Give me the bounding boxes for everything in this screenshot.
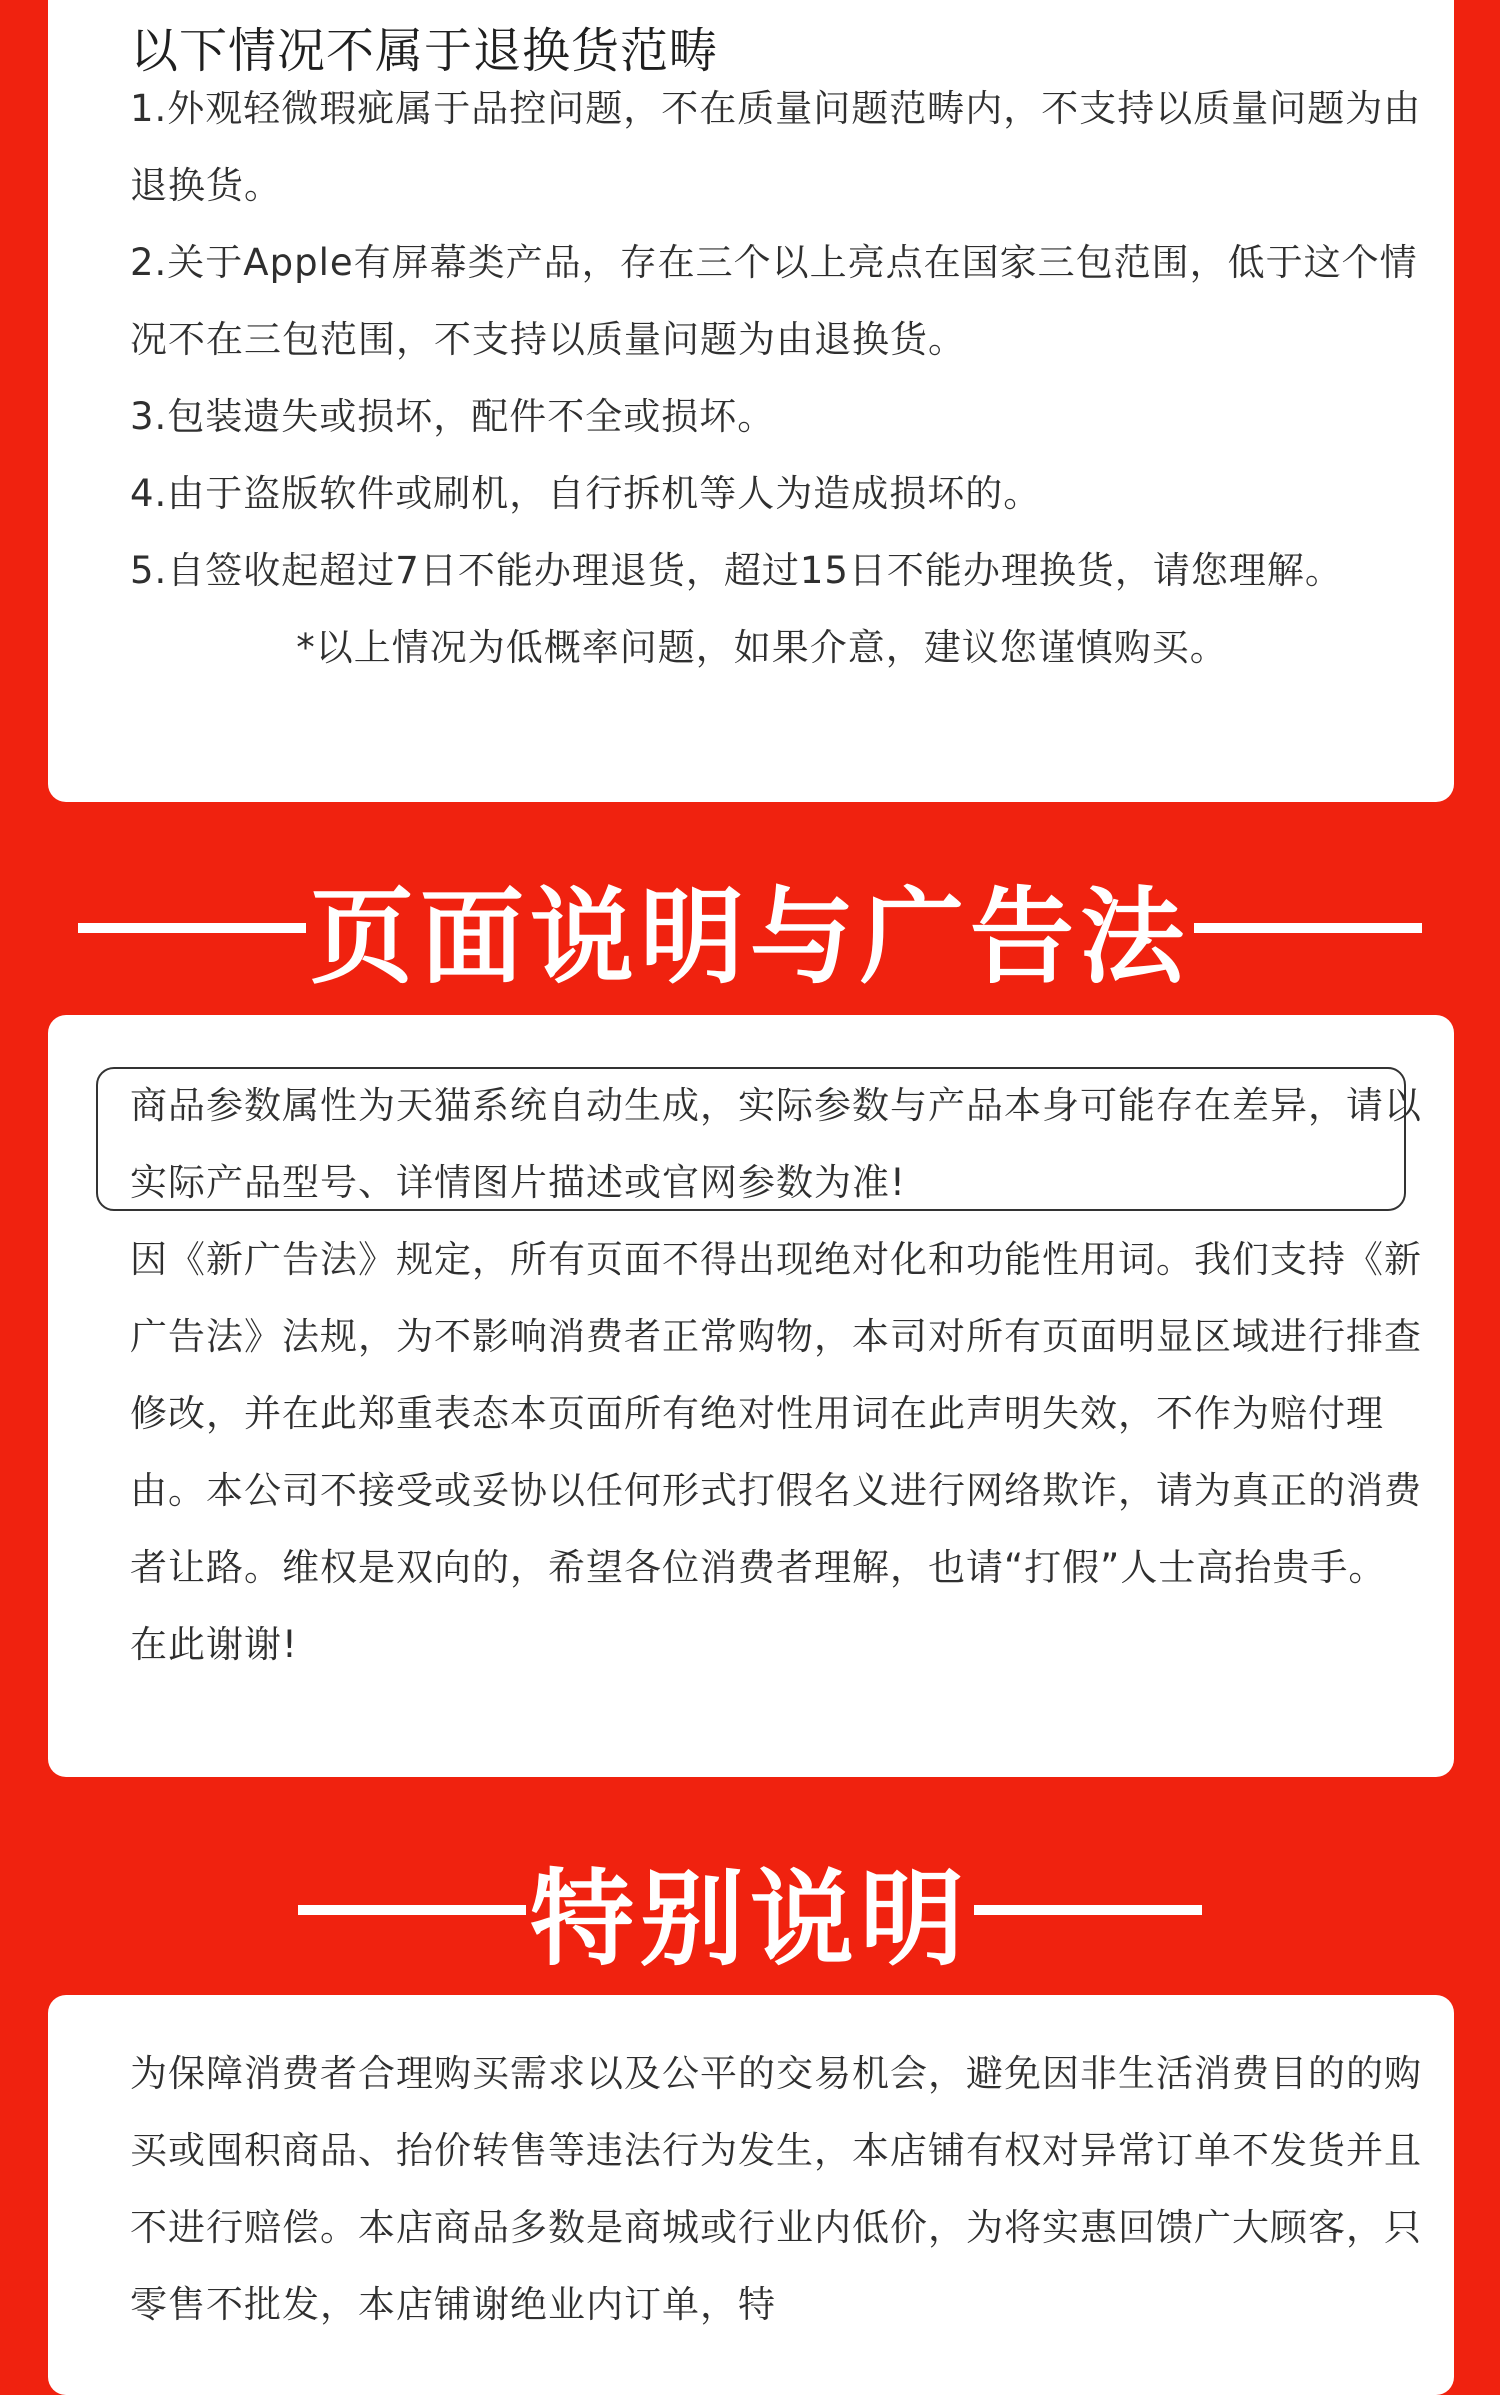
banner-rule-left xyxy=(78,923,306,933)
ad-law-body xyxy=(130,1221,1424,1683)
ad-law-card xyxy=(48,1015,1454,1777)
special-notice-banner-title: 特别说明 xyxy=(529,1858,970,1980)
returns-item-5: 5.自签收起超过7日不能办理退货，超过15日不能办理换货，请您理解。 xyxy=(130,549,1343,592)
returns-list xyxy=(130,70,1424,686)
returns-item-4: 4.由于盗版软件或刷机，自行拆机等人为造成损坏的。 xyxy=(130,472,1042,515)
returns-policy-card xyxy=(48,0,1454,802)
banner-rule-left xyxy=(298,1905,526,1915)
returns-heading: 以下情况不属于退换货范畴 xyxy=(130,23,719,79)
special-notice-card xyxy=(48,1995,1454,2395)
ad-law-statement: 因《新广告法》规定，所有页面不得出现绝对化和功能性用词。我们支持《新广告法》法规，为不影响消费者正常购物，本司对所有页面明显区域进行排查修改，并在此郑重表态本页面所有绝对性用词在此声明失效，不作为赔付理由。本公司不接受或妥协以任何形式打假名义进行网络欺诈，请为真正的消费者让路。维权是双向的，希望各位消费者理解，也请“打假”人士高抬贵手。 xyxy=(130,1238,1422,1589)
ad-law-thanks: 在此谢谢! xyxy=(130,1623,298,1666)
banner-rule-right xyxy=(974,1905,1202,1915)
parameter-notice-text: 商品参数属性为天猫系统自动生成，实际参数与产品本身可能存在差异，请以实际产品型号、详情图片描述或官网参数为准! xyxy=(130,1084,1422,1204)
returns-item-3: 3.包装遗失或损坏，配件不全或损坏。 xyxy=(130,395,776,438)
ad-law-banner xyxy=(0,858,1500,998)
special-notice-text: 为保障消费者合理购买需求以及公平的交易机会，避免因非生活消费目的的购买或囤积商品、抬价转售等违法行为发生，本店铺有权对异常订单不发货并且不进行赔偿。本店商品多数是商城或行业内低价，为将实惠回馈广大顾客，只零售不批发，本店铺谢绝业内订单，特 xyxy=(130,2052,1422,2326)
returns-note: *以上情况为低概率问题，如果介意，建议您谨慎购买。 xyxy=(296,626,1228,669)
returns-item-2: 2.关于Apple有屏幕类产品，存在三个以上亮点在国家三包范围，低于这个情况不在三包范围，不支持以质量问题为由退换货。 xyxy=(130,241,1418,361)
banner-rule-right xyxy=(1194,923,1422,933)
returns-item-1: 1.外观轻微瑕疵属于品控问题，不在质量问题范畴内，不支持以质量问题为由退换货。 xyxy=(130,87,1422,207)
ad-law-banner-title: 页面说明与广告法 xyxy=(309,876,1190,998)
special-notice-banner xyxy=(0,1840,1500,1980)
